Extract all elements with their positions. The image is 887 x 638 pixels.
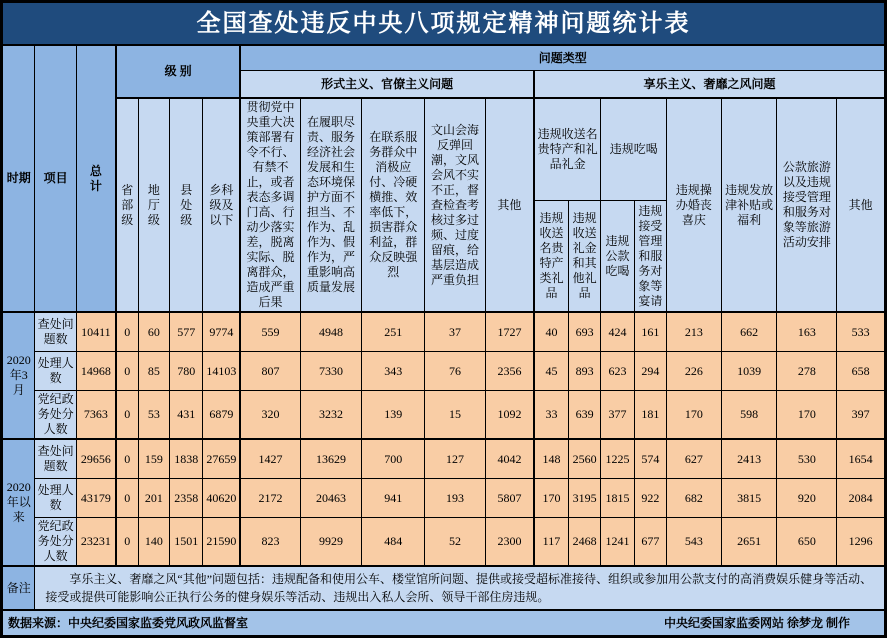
data-cell: 40 [534,312,568,352]
data-cell: 922 [634,479,666,518]
data-cell: 397 [837,391,886,440]
data-cell: 577 [170,312,203,352]
data-cell: 377 [601,391,634,440]
data-cell: 40620 [203,479,240,518]
data-cell: 1296 [837,518,886,567]
data-cell: 533 [837,312,886,352]
data-cell: 941 [362,479,425,518]
col-header-formalism-duty: 在履职尽责、服务经济社会发展和生态环境保护方面不担当、不作为、乱作为、假作为，严重影响高质量发展 [300,98,362,312]
data-cell: 53 [138,391,169,440]
data-cell: 598 [721,391,777,440]
data-cell: 7363 [76,391,115,440]
col-header-level-group: 级 别 [116,45,241,98]
data-cell: 85 [138,352,169,391]
data-cell: 170 [534,479,568,518]
data-cell: 823 [240,518,300,567]
data-cell: 662 [721,312,777,352]
data-cell: 23231 [76,518,115,567]
item-cell: 党纪政务处分人数 [35,391,77,440]
col-header-level-province [116,98,138,312]
data-cell: 52 [425,518,486,567]
data-cell: 650 [777,518,837,567]
remark-content [35,566,886,610]
data-cell: 343 [362,352,425,391]
col-header-formalism-policy: 贯彻党中央重大决策部署有令不行、有禁不止，或者表态多调门高、行动少落实差，脱离实际、脱离群众，造成严重后果 [240,98,300,312]
data-cell: 170 [667,391,722,440]
data-cell: 0 [116,391,138,440]
col-header-level-prefecture-label: 地厅级 [147,182,160,227]
table-row [2,352,886,391]
data-cell: 14103 [203,352,240,391]
data-cell: 920 [777,479,837,518]
data-cell: 33 [534,391,568,440]
data-cell: 43179 [76,479,115,518]
data-cell: 1654 [837,439,886,479]
data-cell: 2468 [568,518,600,567]
col-header-public-travel: 公款旅游以及违规接受管理和服务对象等旅游活动安排 [777,98,837,312]
data-cell: 13629 [300,439,362,479]
table-row [2,391,886,440]
data-cell: 15 [425,391,486,440]
col-header-hedonism-group: 享乐主义、奢靡之风问题 [534,71,886,99]
data-cell: 76 [425,352,486,391]
col-header-banquet: 违规接受管理和服务对象等宴请 [634,201,666,312]
period-cell: 2020年以来 [2,439,35,566]
data-cell: 60 [138,312,169,352]
data-cell: 159 [138,439,169,479]
data-cell: 148 [534,439,568,479]
table-row [2,439,886,479]
data-cell: 2300 [485,518,534,567]
data-cell: 3195 [568,479,600,518]
data-cell: 1815 [601,479,634,518]
data-cell: 294 [634,352,666,391]
data-cell: 139 [362,391,425,440]
item-cell: 查处问题数 [35,312,77,352]
data-cell: 45 [534,352,568,391]
col-header-public-dining: 违规公款吃喝 [601,201,634,312]
col-header-level-province-label: 省部级 [121,182,134,227]
data-cell: 2358 [170,479,203,518]
remark-row [2,566,886,610]
data-cell: 226 [667,352,722,391]
data-cell: 170 [777,391,837,440]
data-cell: 2172 [240,479,300,518]
header-row-1 [2,45,886,71]
data-cell: 639 [568,391,600,440]
data-cell: 0 [116,479,138,518]
data-cell: 543 [667,518,722,567]
data-cell: 27659 [203,439,240,479]
col-header-level-county [170,98,203,312]
data-cell: 807 [240,352,300,391]
data-cell: 2413 [721,439,777,479]
data-cell: 1225 [601,439,634,479]
data-cell: 29656 [76,439,115,479]
data-cell: 3815 [721,479,777,518]
data-cell: 623 [601,352,634,391]
data-cell: 21590 [203,518,240,567]
data-cell: 161 [634,312,666,352]
data-cell: 0 [116,439,138,479]
data-cell: 530 [777,439,837,479]
data-source-text: 数据来源：中央纪委国家监委党风政风监督室 [8,615,249,630]
data-cell: 251 [362,312,425,352]
footer-bar [2,610,886,637]
data-cell: 627 [667,439,722,479]
data-cell: 1727 [485,312,534,352]
data-cell: 9929 [300,518,362,567]
data-cell: 1838 [170,439,203,479]
col-header-dining-group: 违规吃喝 [601,98,667,201]
data-cell: 181 [634,391,666,440]
data-cell: 0 [116,352,138,391]
period-cell: 2020年3月 [2,312,35,439]
data-cell: 201 [138,479,169,518]
data-cell: 431 [170,391,203,440]
data-cell: 1501 [170,518,203,567]
col-header-formalism-group: 形式主义、官僚主义问题 [240,71,534,99]
data-cell: 682 [667,479,722,518]
col-header-total-label: 总计 [89,163,102,193]
credit-text: 中央纪委国家监委网站 徐梦龙 制作 [663,615,850,630]
item-cell: 处理人数 [35,352,77,391]
data-cell: 193 [425,479,486,518]
item-cell: 处理人数 [35,479,77,518]
data-cell: 14968 [76,352,115,391]
data-cell: 3232 [300,391,362,440]
col-header-period: 时期 [2,45,35,312]
table-row [2,312,886,352]
data-cell: 163 [777,312,837,352]
col-header-total [76,45,115,312]
col-header-allowance: 违规发放津补贴或福利 [721,98,777,312]
col-header-item: 项目 [35,45,77,312]
data-cell: 1241 [601,518,634,567]
table-row [2,479,886,518]
data-cell: 127 [425,439,486,479]
data-cell: 484 [362,518,425,567]
remark-content-text: 享乐主义、奢靡之风“其他”问题包括：违规配备和使用公车、楼堂馆所问题、提供或接受超标准接待、组织或参加用公款支付的高消费娱乐健身等活动、接受或提供可能影响公正执行公务的健身娱乐等活动、违规出入私人会所、领导干部住房违规。 [45,572,873,604]
data-cell: 893 [568,352,600,391]
data-cell: 213 [667,312,722,352]
data-cell: 10411 [76,312,115,352]
data-cell: 140 [138,518,169,567]
col-header-formalism-meetings: 文山会海反弹回潮，文风会风不实不正，督查检查考核过多过频、过度留痕，给基层造成严重负担 [425,98,486,312]
col-header-formalism-other: 其他 [485,98,534,312]
data-cell: 2356 [485,352,534,391]
col-header-level-prefecture [138,98,169,312]
data-cell: 693 [568,312,600,352]
col-header-gift-money: 违规收送礼金和其他礼品 [568,201,600,312]
data-cell: 2084 [837,479,886,518]
data-cell: 1427 [240,439,300,479]
item-cell: 查处问题数 [35,439,77,479]
data-cell: 424 [601,312,634,352]
data-cell: 320 [240,391,300,440]
data-cell: 1092 [485,391,534,440]
item-cell: 党纪政务处分人数 [35,518,77,567]
data-cell: 700 [362,439,425,479]
page-title: 全国查处违反中央八项规定精神问题统计表 [2,2,886,46]
col-header-gift-specialty: 违规收送名贵特产类礼品 [534,201,568,312]
data-cell: 117 [534,518,568,567]
footer-row [2,610,886,637]
data-cell: 4042 [485,439,534,479]
col-header-level-township: 乡科级及以下 [203,98,240,312]
data-cell: 4948 [300,312,362,352]
data-cell: 7330 [300,352,362,391]
col-header-gift-group: 违规收送名贵特产和礼品礼金 [534,98,601,201]
data-cell: 658 [837,352,886,391]
header-row-3 [2,98,886,201]
data-cell: 278 [777,352,837,391]
data-cell: 2560 [568,439,600,479]
col-header-level-county-label: 县处级 [180,182,193,227]
data-cell: 9774 [203,312,240,352]
data-cell: 574 [634,439,666,479]
data-cell: 6879 [203,391,240,440]
data-cell: 0 [116,312,138,352]
table-row [2,518,886,567]
col-header-wedding-funeral [667,98,722,312]
col-header-formalism-service: 在联系服务群众中消极应付、冷硬横推、效率低下，损害群众利益，群众反映强烈 [362,98,425,312]
remark-label: 备注 [2,566,35,610]
data-cell: 37 [425,312,486,352]
data-cell: 2651 [721,518,777,567]
data-cell: 677 [634,518,666,567]
data-cell: 559 [240,312,300,352]
col-header-hedonism-other: 其他 [837,98,886,312]
data-cell: 1039 [721,352,777,391]
col-header-wedding-funeral-label: 违规操办婚丧喜庆 [675,182,712,227]
data-cell: 0 [116,518,138,567]
data-cell: 5807 [485,479,534,518]
col-header-problem-type-group: 问题类型 [240,45,885,71]
title-bar [2,2,886,46]
data-cell: 20463 [300,479,362,518]
data-cell: 780 [170,352,203,391]
